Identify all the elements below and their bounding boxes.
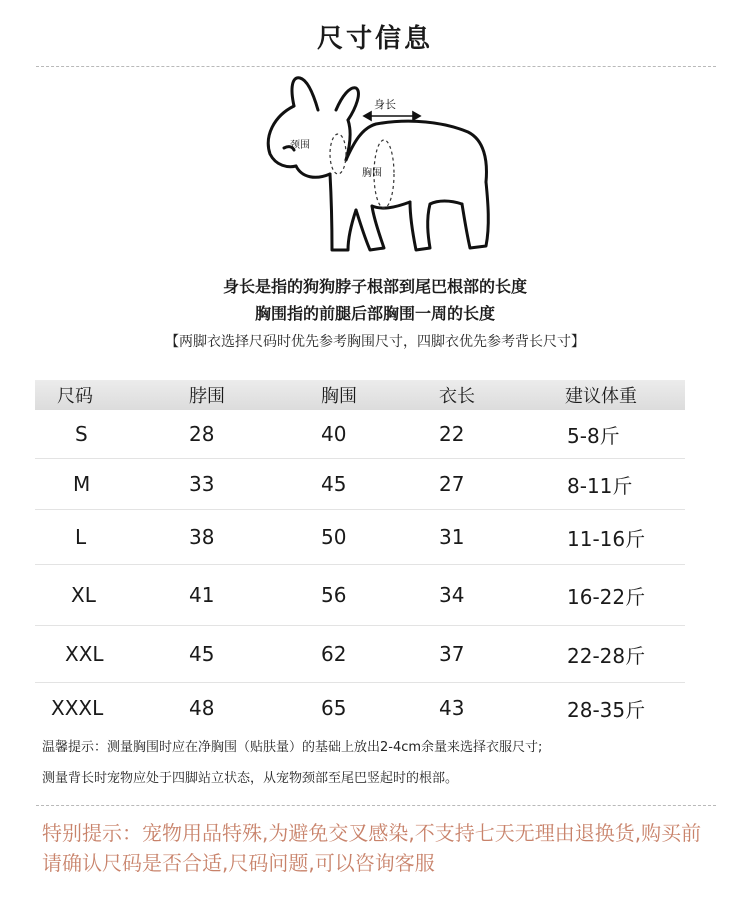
cell-length: 22	[439, 422, 465, 446]
cell-length: 43	[439, 696, 465, 720]
cell-weight: 28-35斤	[567, 697, 646, 722]
table-row	[35, 626, 685, 683]
label-neck: 颈围	[290, 140, 310, 151]
page-title: 尺寸信息	[316, 24, 433, 54]
table-row	[35, 510, 685, 565]
cell-chest: 50	[321, 525, 347, 549]
cell-chest: 56	[321, 583, 347, 607]
cell-size: M	[73, 472, 91, 496]
tip-line-2: 测量背长时宠物应处于四脚站立状态，从宠物颈部至尾巴竖起时的根部。	[42, 771, 459, 786]
label-chest: 胸围	[362, 168, 382, 179]
cell-chest: 65	[321, 696, 347, 720]
cell-length: 31	[439, 525, 465, 549]
header-weight: 建议体重	[565, 386, 637, 407]
cell-size: XXL	[65, 642, 104, 666]
cell-weight: 8-11斤	[567, 473, 633, 498]
cell-chest: 40	[321, 422, 347, 446]
cell-neck: 48	[189, 696, 215, 720]
cell-weight: 11-16斤	[567, 526, 646, 551]
table-row	[35, 683, 685, 733]
cell-weight: 5-8斤	[567, 423, 620, 448]
cell-length: 37	[439, 642, 465, 666]
cell-length: 34	[439, 583, 465, 607]
cell-neck: 33	[189, 472, 215, 496]
header-chest: 胸围	[321, 386, 357, 407]
cell-chest: 45	[321, 472, 347, 496]
tip-line-1: 温馨提示：测量胸围时应在净胸围（贴肤量）的基础上放出2-4cm余量来选择衣服尺寸;	[42, 740, 543, 755]
cell-neck: 45	[189, 642, 215, 666]
cell-neck: 38	[189, 525, 215, 549]
cell-weight: 16-22斤	[567, 584, 646, 609]
description-chest: 胸围指的前腿后部胸围一周的长度	[254, 304, 495, 323]
dog-outline-icon	[234, 70, 504, 270]
header-neck: 脖围	[189, 386, 225, 407]
cell-size: L	[75, 525, 87, 549]
cell-size: XL	[71, 583, 96, 607]
header-length: 衣长	[439, 386, 475, 407]
cell-weight: 22-28斤	[567, 643, 646, 668]
cell-size: S	[75, 422, 88, 446]
table-row	[35, 410, 685, 459]
description-body-length: 身长是指的狗狗脖子根部到尾巴根部的长度	[222, 277, 527, 296]
top-divider	[36, 66, 716, 67]
table-row	[35, 565, 685, 626]
dog-measurement-diagram	[234, 70, 504, 270]
cell-neck: 41	[189, 583, 215, 607]
size-table	[35, 380, 685, 733]
header-size: 尺码	[57, 386, 93, 407]
selection-note: 【两脚衣选择尺码时优先参考胸围尺寸，四脚衣优先参考背长尺寸】	[165, 334, 585, 350]
special-notice: 特别提示：宠物用品特殊,为避免交叉感染,不支持七天无理由退换货,购买前请确认尺码是否合适,尺码问题,可以咨询客服	[42, 821, 702, 875]
table-row	[35, 459, 685, 510]
cell-chest: 62	[321, 642, 347, 666]
cell-neck: 28	[189, 422, 215, 446]
label-body-length: 身长	[374, 98, 396, 111]
cell-size: XXXL	[51, 696, 104, 720]
bottom-divider	[36, 805, 716, 806]
cell-length: 27	[439, 472, 465, 496]
table-header-row	[35, 380, 685, 410]
